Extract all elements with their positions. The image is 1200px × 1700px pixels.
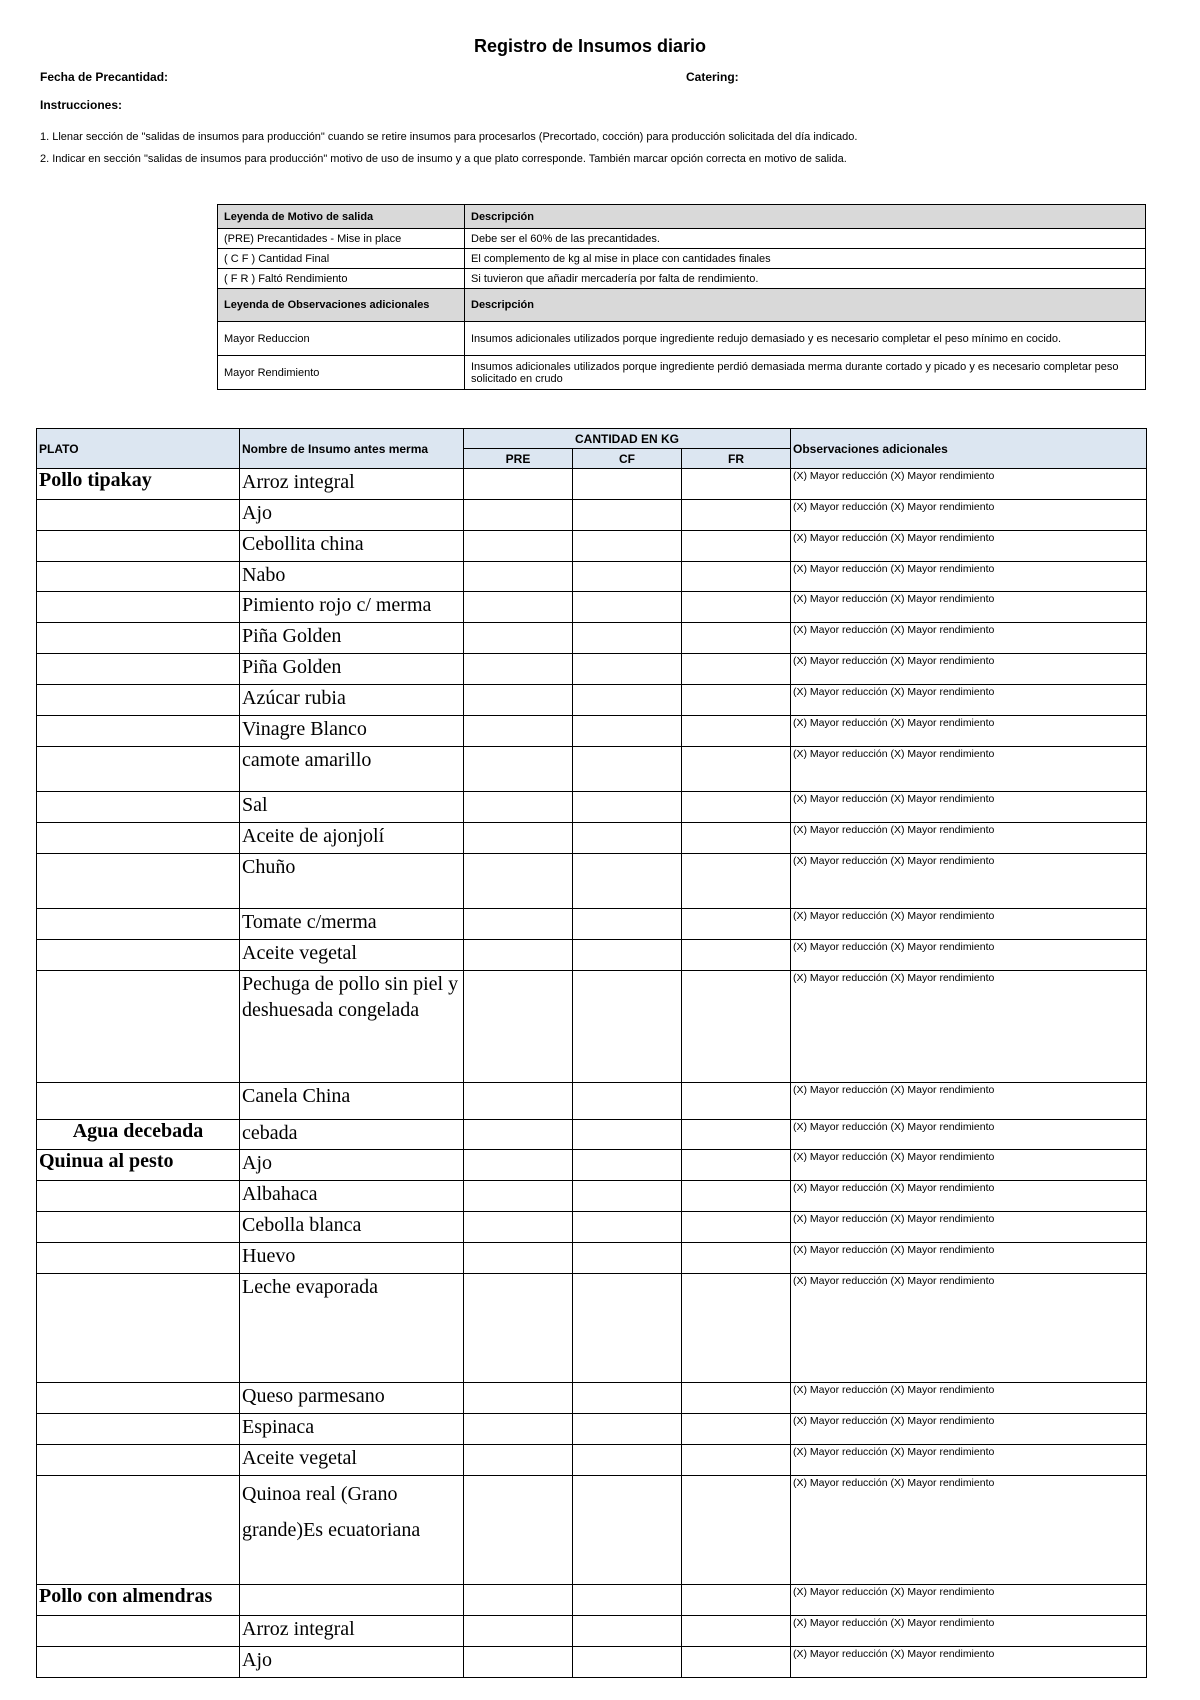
fr-input-cell[interactable] [682,1150,791,1181]
instruction-2: 2. Indicar en sección "salidas de insumos para producción" motivo de uso de insumo y a que plato corresponde. También marcar opción correcta en motivo de salida. [40,153,847,165]
plato-cell [37,623,240,654]
plato-cell: Agua decebada [37,1120,240,1150]
cf-input-cell[interactable] [573,654,682,685]
cf-input-cell[interactable] [573,854,682,909]
fr-input-cell[interactable] [682,1274,791,1383]
cf-input-cell[interactable] [573,716,682,747]
cf-input-cell[interactable] [573,1476,682,1585]
cf-input-cell[interactable] [573,592,682,623]
pre-input-cell[interactable] [464,1585,573,1616]
cf-input-cell[interactable] [573,823,682,854]
insumo-cell: Pimiento rojo c/ merma [240,592,464,623]
pre-input-cell[interactable] [464,1616,573,1647]
pre-input-cell[interactable] [464,1383,573,1414]
observaciones-cell: (X) Mayor reducción (X) Mayor rendimiento [791,1120,1147,1150]
legend-motivo: Mayor Reduccion [218,322,465,356]
fr-input-cell[interactable] [682,685,791,716]
fr-input-cell[interactable] [682,1243,791,1274]
table-row [37,1647,1147,1678]
pre-input-cell[interactable] [464,1150,573,1181]
cf-input-cell[interactable] [573,469,682,500]
plato-cell [37,1274,240,1383]
legend-motivo: Mayor Rendimiento [218,356,465,390]
legend-header-cell: Descripción [465,205,1146,229]
insumo-cell: Aceite vegetal [240,940,464,971]
fr-input-cell[interactable] [682,1476,791,1585]
observaciones-cell: (X) Mayor reducción (X) Mayor rendimiento [791,1476,1147,1585]
table-row [37,716,1147,747]
fr-input-cell[interactable] [682,592,791,623]
insumo-cell: Cebolla blanca [240,1212,464,1243]
table-row [37,823,1147,854]
table-row [37,1274,1147,1383]
cf-input-cell[interactable] [573,1181,682,1212]
observaciones-cell: (X) Mayor reducción (X) Mayor rendimiento [791,1414,1147,1445]
instruction-1: 1. Llenar sección de "salidas de insumos para producción" cuando se retire insumos para procesarlos (Precortado, cocción) para producción solicitada del día indicado. [40,131,858,143]
cf-input-cell[interactable] [573,685,682,716]
insumo-cell: Leche evaporada [240,1274,464,1383]
cf-input-cell[interactable] [573,940,682,971]
plato-cell: Pollo tipakay [37,469,240,500]
plato-cell [37,1083,240,1120]
insumo-cell: Tomate c/merma [240,909,464,940]
observaciones-cell: (X) Mayor reducción (X) Mayor rendimiento [791,469,1147,500]
plato-cell [37,562,240,592]
fr-input-cell[interactable] [682,623,791,654]
fr-input-cell[interactable] [682,500,791,531]
cf-input-cell[interactable] [573,1616,682,1647]
header-cantidad: CANTIDAD EN KG [464,429,791,449]
plato-cell [37,531,240,562]
pre-input-cell[interactable] [464,1083,573,1120]
plato-cell [37,716,240,747]
page-title: Registro de Insumos diario [473,36,707,56]
observaciones-cell: (X) Mayor reducción (X) Mayor rendimiento [791,792,1147,823]
plato-cell [37,792,240,823]
insumo-cell: Arroz integral [240,1616,464,1647]
plato-cell [37,909,240,940]
legend-header-motivo [218,205,1146,229]
fr-input-cell[interactable] [682,1616,791,1647]
legend-motivo: ( F R ) Faltó Rendimiento [218,269,465,289]
observaciones-cell: (X) Mayor reducción (X) Mayor rendimiento [791,654,1147,685]
pre-input-cell[interactable] [464,747,573,792]
legend-motivo: ( C F ) Cantidad Final [218,249,465,269]
legend-desc: Insumos adicionales utilizados porque ingrediente redujo demasiado y es necesario completar el peso mínimo en cocido. [465,322,1146,356]
cf-input-cell[interactable] [573,1274,682,1383]
legend-desc: El complemento de kg al mise in place con cantidades finales [465,249,1146,269]
table-row [37,971,1147,1083]
plato-cell [37,971,240,1083]
fr-input-cell[interactable] [682,469,791,500]
pre-input-cell[interactable] [464,1120,573,1150]
plato-cell [37,823,240,854]
fr-input-cell[interactable] [682,1585,791,1616]
observaciones-cell: (X) Mayor reducción (X) Mayor rendimiento [791,854,1147,909]
pre-input-cell[interactable] [464,469,573,500]
table-row [37,654,1147,685]
insumo-cell: Canela China [240,1083,464,1120]
insumo-cell: Aceite de ajonjolí [240,823,464,854]
legend-table [217,204,1146,390]
fecha-label: Fecha de Precantidad: [40,70,169,84]
fr-input-cell[interactable] [682,1212,791,1243]
insumo-cell: Albahaca [240,1181,464,1212]
pre-input-cell[interactable] [464,685,573,716]
insumo-cell [240,1585,464,1616]
fr-input-cell[interactable] [682,1383,791,1414]
observaciones-cell: (X) Mayor reducción (X) Mayor rendimiento [791,716,1147,747]
header-pre: PRE [464,449,573,469]
table-row [37,1476,1147,1585]
observaciones-cell: (X) Mayor reducción (X) Mayor rendimiento [791,1150,1147,1181]
insumo-cell: Espinaca [240,1414,464,1445]
pre-input-cell[interactable] [464,1414,573,1445]
cf-input-cell[interactable] [573,747,682,792]
insumo-cell: Quinoa real (Grano grande)Es ecuatoriana [240,1476,464,1585]
observaciones-cell: (X) Mayor reducción (X) Mayor rendimiento [791,531,1147,562]
table-row [37,792,1147,823]
fr-input-cell[interactable] [682,823,791,854]
insumo-cell: Sal [240,792,464,823]
legend-row [218,322,1146,356]
pre-input-cell[interactable] [464,1274,573,1383]
observaciones-cell: (X) Mayor reducción (X) Mayor rendimiento [791,1383,1147,1414]
observaciones-cell: (X) Mayor reducción (X) Mayor rendimiento [791,909,1147,940]
cf-input-cell[interactable] [573,909,682,940]
pre-input-cell[interactable] [464,909,573,940]
table-row [37,592,1147,623]
table-row [37,623,1147,654]
table-row [37,1212,1147,1243]
insumo-cell: cebada [240,1120,464,1150]
legend-row [218,269,1146,289]
plato-cell [37,1383,240,1414]
pre-input-cell[interactable] [464,562,573,592]
observaciones-cell: (X) Mayor reducción (X) Mayor rendimiento [791,685,1147,716]
insumo-cell: Vinagre Blanco [240,716,464,747]
pre-input-cell[interactable] [464,792,573,823]
pre-input-cell[interactable] [464,1181,573,1212]
fr-input-cell[interactable] [682,1181,791,1212]
table-row [37,1585,1147,1616]
plato-cell [37,1647,240,1678]
header-fr: FR [682,449,791,469]
insumo-cell: Piña Golden [240,623,464,654]
cf-input-cell[interactable] [573,1445,682,1476]
table-row [37,1120,1147,1150]
observaciones-cell: (X) Mayor reducción (X) Mayor rendimiento [791,623,1147,654]
legend-desc: Debe ser el 60% de las precantidades. [465,229,1146,249]
fr-input-cell[interactable] [682,654,791,685]
observaciones-cell: (X) Mayor reducción (X) Mayor rendimiento [791,1445,1147,1476]
table-row [37,940,1147,971]
pre-input-cell[interactable] [464,971,573,1083]
insumo-cell: Cebollita china [240,531,464,562]
pre-input-cell[interactable] [464,500,573,531]
fr-input-cell[interactable] [682,909,791,940]
table-row [37,685,1147,716]
insumos-table [36,428,1147,1678]
cf-input-cell[interactable] [573,1212,682,1243]
table-row [37,1414,1147,1445]
table-row [37,1243,1147,1274]
insumo-cell: Aceite vegetal [240,1445,464,1476]
cf-input-cell[interactable] [573,1150,682,1181]
cf-input-cell[interactable] [573,1414,682,1445]
cf-input-cell[interactable] [573,1383,682,1414]
cf-input-cell[interactable] [573,1083,682,1120]
fr-input-cell[interactable] [682,747,791,792]
observaciones-cell: (X) Mayor reducción (X) Mayor rendimiento [791,1083,1147,1120]
insumo-cell: camote amarillo [240,747,464,792]
cf-input-cell[interactable] [573,562,682,592]
plato-cell [37,854,240,909]
pre-input-cell[interactable] [464,823,573,854]
insumo-cell: Azúcar rubia [240,685,464,716]
fr-input-cell[interactable] [682,1445,791,1476]
insumo-cell: Chuño [240,854,464,909]
fr-input-cell[interactable] [682,531,791,562]
observaciones-cell: (X) Mayor reducción (X) Mayor rendimiento [791,500,1147,531]
fr-input-cell[interactable] [682,1647,791,1678]
fr-input-cell[interactable] [682,971,791,1083]
cf-input-cell[interactable] [573,500,682,531]
insumo-cell: Ajo [240,500,464,531]
pre-input-cell[interactable] [464,1212,573,1243]
fr-input-cell[interactable] [682,854,791,909]
insumo-cell: Queso parmesano [240,1383,464,1414]
insumo-cell: Arroz integral [240,469,464,500]
table-row [37,1383,1147,1414]
cf-input-cell[interactable] [573,971,682,1083]
table-row [37,500,1147,531]
legend-desc: Si tuvieron que añadir mercadería por falta de rendimiento. [465,269,1146,289]
insumo-cell: Ajo [240,1647,464,1678]
instrucciones-label: Instrucciones: [40,98,123,112]
insumo-cell: Nabo [240,562,464,592]
cf-input-cell[interactable] [573,1647,682,1678]
plato-cell [37,1445,240,1476]
plato-cell [37,1212,240,1243]
legend-row [218,229,1146,249]
table-row [37,854,1147,909]
observaciones-cell: (X) Mayor reducción (X) Mayor rendimiento [791,562,1147,592]
plato-cell [37,1616,240,1647]
fr-input-cell[interactable] [682,1120,791,1150]
pre-input-cell[interactable] [464,623,573,654]
observaciones-cell: (X) Mayor reducción (X) Mayor rendimiento [791,940,1147,971]
table-row [37,747,1147,792]
legend-header-observaciones [218,289,1146,322]
pre-input-cell[interactable] [464,716,573,747]
plato-cell: Pollo con almendras [37,1585,240,1616]
table-row [37,1150,1147,1181]
pre-input-cell[interactable] [464,531,573,562]
plato-cell [37,685,240,716]
observaciones-cell: (X) Mayor reducción (X) Mayor rendimiento [791,747,1147,792]
header-plato: PLATO [37,429,240,469]
observaciones-cell: (X) Mayor reducción (X) Mayor rendimiento [791,823,1147,854]
observaciones-cell: (X) Mayor reducción (X) Mayor rendimiento [791,971,1147,1083]
pre-input-cell[interactable] [464,592,573,623]
table-row [37,1181,1147,1212]
plato-cell [37,747,240,792]
pre-input-cell[interactable] [464,654,573,685]
pre-input-cell[interactable] [464,1476,573,1585]
table-row [37,1083,1147,1120]
plato-cell [37,1243,240,1274]
fr-input-cell[interactable] [682,562,791,592]
plato-cell: Quinua al pesto [37,1150,240,1181]
insumo-cell: Piña Golden [240,654,464,685]
legend-row [218,356,1146,390]
legend-header-cell: Descripción [465,289,1146,322]
cf-input-cell[interactable] [573,1585,682,1616]
header-nombre: Nombre de Insumo antes merma [240,429,464,469]
observaciones-cell: (X) Mayor reducción (X) Mayor rendimiento [791,1212,1147,1243]
pre-input-cell[interactable] [464,854,573,909]
plato-cell [37,592,240,623]
table-row [37,562,1147,592]
fr-input-cell[interactable] [682,716,791,747]
legend-desc: Insumos adicionales utilizados porque ingrediente perdió demasiada merma durante cortado y picado y es necesario completar peso solicitado en crudo [465,356,1146,390]
plato-cell [37,654,240,685]
table-row [37,469,1147,500]
table-row [37,909,1147,940]
header-cf: CF [573,449,682,469]
header-observaciones: Observaciones adicionales [791,429,1147,469]
observaciones-cell: (X) Mayor reducción (X) Mayor rendimiento [791,592,1147,623]
cf-input-cell[interactable] [573,1120,682,1150]
cf-input-cell[interactable] [573,1243,682,1274]
legend-row [218,249,1146,269]
observaciones-cell: (X) Mayor reducción (X) Mayor rendimiento [791,1274,1147,1383]
pre-input-cell[interactable] [464,1445,573,1476]
observaciones-cell: (X) Mayor reducción (X) Mayor rendimiento [791,1585,1147,1616]
plato-cell [37,1181,240,1212]
pre-input-cell[interactable] [464,1647,573,1678]
observaciones-cell: (X) Mayor reducción (X) Mayor rendimiento [791,1181,1147,1212]
plato-cell [37,1414,240,1445]
cf-input-cell[interactable] [573,623,682,654]
legend-header-cell: Leyenda de Motivo de salida [218,205,465,229]
plato-cell [37,940,240,971]
plato-cell [37,1476,240,1585]
plato-cell [37,500,240,531]
observaciones-cell: (X) Mayor reducción (X) Mayor rendimiento [791,1647,1147,1678]
insumo-cell: Pechuga de pollo sin piel y deshuesada congelada [240,971,464,1083]
legend-header-cell: Leyenda de Observaciones adicionales [218,289,465,322]
fr-input-cell[interactable] [682,940,791,971]
insumo-cell: Huevo [240,1243,464,1274]
legend-motivo: (PRE) Precantidades - Mise in place [218,229,465,249]
observaciones-cell: (X) Mayor reducción (X) Mayor rendimiento [791,1243,1147,1274]
fr-input-cell[interactable] [682,792,791,823]
catering-label: Catering: [686,70,739,84]
cf-input-cell[interactable] [573,531,682,562]
pre-input-cell[interactable] [464,940,573,971]
table-row [37,531,1147,562]
table-row [37,1616,1147,1647]
table-row [37,1445,1147,1476]
pre-input-cell[interactable] [464,1243,573,1274]
observaciones-cell: (X) Mayor reducción (X) Mayor rendimiento [791,1616,1147,1647]
cf-input-cell[interactable] [573,792,682,823]
fr-input-cell[interactable] [682,1414,791,1445]
insumo-cell: Ajo [240,1150,464,1181]
fr-input-cell[interactable] [682,1083,791,1120]
